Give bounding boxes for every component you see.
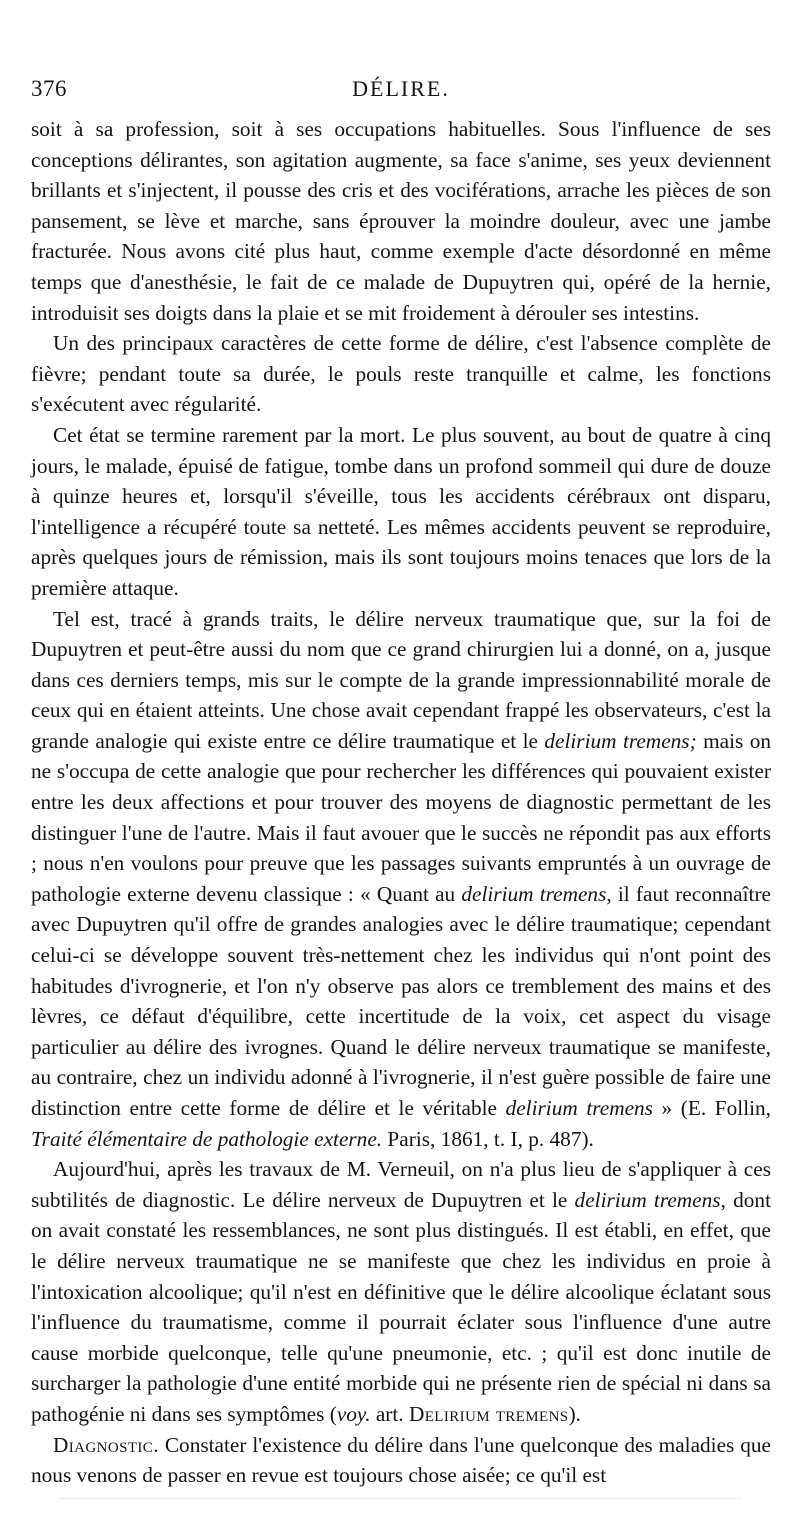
text-run: art.	[370, 1401, 409, 1426]
page-number: 376	[31, 76, 67, 101]
text-run: Aujourd'hui, après les travaux de M. Verneuil, on n'a plus lieu de s'appliquer à ces subtilités de diagnostic. Le délire nerveux de Dupuytren et le	[31, 1157, 771, 1212]
text-run: » (E. Follin,	[652, 1096, 771, 1120]
paragraph-2: Un des principaux caractères de cette forme de délire, c'est l'absence complète de fièvre; pendant toute sa durée, le pouls reste tranquille et calme, les fonctions s'exécutent avec régularité.	[31, 331, 771, 417]
paragraph-1: soit à sa profession, soit à ses occupations habituelles. Sous l'influence de ses conceptions délirantes, son agitation augmente, sa face s'anime, ses yeux deviennent brillants et s'injectent, il pousse des cris et des vociférations, arrache les pièces de son pansement, se lève et marche, sans éprouver la moindre douleur, avec une jambe fracturée. Nous avons cité plus haut, comme exemple d'acte désordonné en même temps que d'anesthésie, le fait de ce malade de Dupuytren qui, opéré de la hernie, introduisit ses doigts dans la plaie et se mit froidement à dérouler ses intestins.	[31, 117, 771, 325]
italic-abbrev: voy.	[336, 1401, 371, 1426]
text-run: ).	[568, 1401, 581, 1426]
running-title: DÉLIRE.	[352, 76, 450, 101]
text-run: , il faut reconnaître avec Dupuytren qu'il offre de grandes analogies avec le délire traumatique; cependant celui-ci se développe souvent très-nettement chez les individus qui n'ont point des habitudes d'ivrognerie, et l'on n'y observe pas alors ce tremblement des mains et des lèvres, ce défaut d'équilibre, cette incertitude de la voix, cet aspect du visage particulier au délire des ivrognes. Quand le délire nerveux traumatique se manifeste, au contraire, chez un individu adonné à l'ivrognerie, il n'est guère possible de faire une distinction entre cette forme de délire et le véritable	[31, 881, 771, 1120]
text-run: Constater l'existence du délire dans l'une quelconque des maladies que nous venons de passer en revue est toujours chose aisée; ce qu'il est	[31, 1432, 771, 1488]
page-header	[31, 76, 771, 106]
italic-term: delirium tremens	[574, 1187, 721, 1212]
cross-reference: Delirium tremens	[408, 1401, 569, 1426]
paragraph-6	[31, 1430, 771, 1491]
text-run: Tel est, tracé à grands traits, le délire nerveux traumatique que, sur la foi de Dupuytren et peut-être aussi du nom que ce grand chirurgien lui a donné, on a, jusque dans ces derniers temps, mis sur le compte de la grande impressionnabilité morale de ceux qui en étaient atteints. Une chose avait cependant frappé les observateurs, c'est la grande analogie qui existe entre ce délire traumatique et le	[31, 606, 771, 753]
italic-term: delirium tremens;	[544, 728, 697, 753]
scan-noise-divider	[60, 1498, 740, 1505]
paragraph-3: Cet état se termine rarement par la mort. Le plus souvent, au bout de quatre à cinq jours, le malade, épuisé de fatigue, tombe dans un profond sommeil qui dure de douze à quinze heures et, lorsqu'il s'éveille, tous les accidents cérébraux ont disparu, l'intelligence a récupéré toute sa netteté. Les mêmes accidents peuvent se reproduire, après quelques jours de rémission, mais ils sont toujours moins tenaces que lors de la première attaque.	[31, 422, 771, 600]
text-run: mais on ne s'occupa de cette analogie que pour rechercher les différences qui pouvaient exister entre les deux affections et pour trouver des moyens de diagnostic permettant de les distinguer l'une de l'autre. Mais il faut avouer que le succès ne répondit pas aux efforts ; nous n'en voulons pour preuve que les passages suivants empruntés à un ouvrage de pathologie externe devenu classique : « Quant au	[31, 728, 771, 906]
italic-term: delirium tremens	[461, 881, 607, 906]
text-run: , dont on avait constaté les ressemblances, ne sont plus distingués. Il est établi, en effet, que le délire nerveux traumatique ne se manifeste que chez les individus en proie à l'intoxication alcoolique; qu'il n'est en définitive que le délire alcoolique éclatant sous l'influence du traumatisme, comme il pourrait éclater sous l'influence d'une autre cause morbide quelconque, telle qu'une pneumonie, etc. ; qu'il est donc inutile de surcharger la pathologie d'une entité morbide qui ne présente rien de spécial ni dans sa pathogénie ni dans ses symptômes (	[31, 1187, 771, 1426]
paragraph-5	[31, 1154, 771, 1429]
italic-citation-title: Traité élémentaire de pathologie externe.	[31, 1126, 383, 1151]
text-run: Paris, 1861, t. I, p. 487).	[382, 1126, 594, 1151]
page-body	[31, 114, 771, 1491]
italic-term: delirium tremens	[505, 1096, 653, 1120]
section-heading-diagnostic: Diagnostic.	[53, 1432, 159, 1457]
paragraph-4	[31, 604, 771, 1155]
